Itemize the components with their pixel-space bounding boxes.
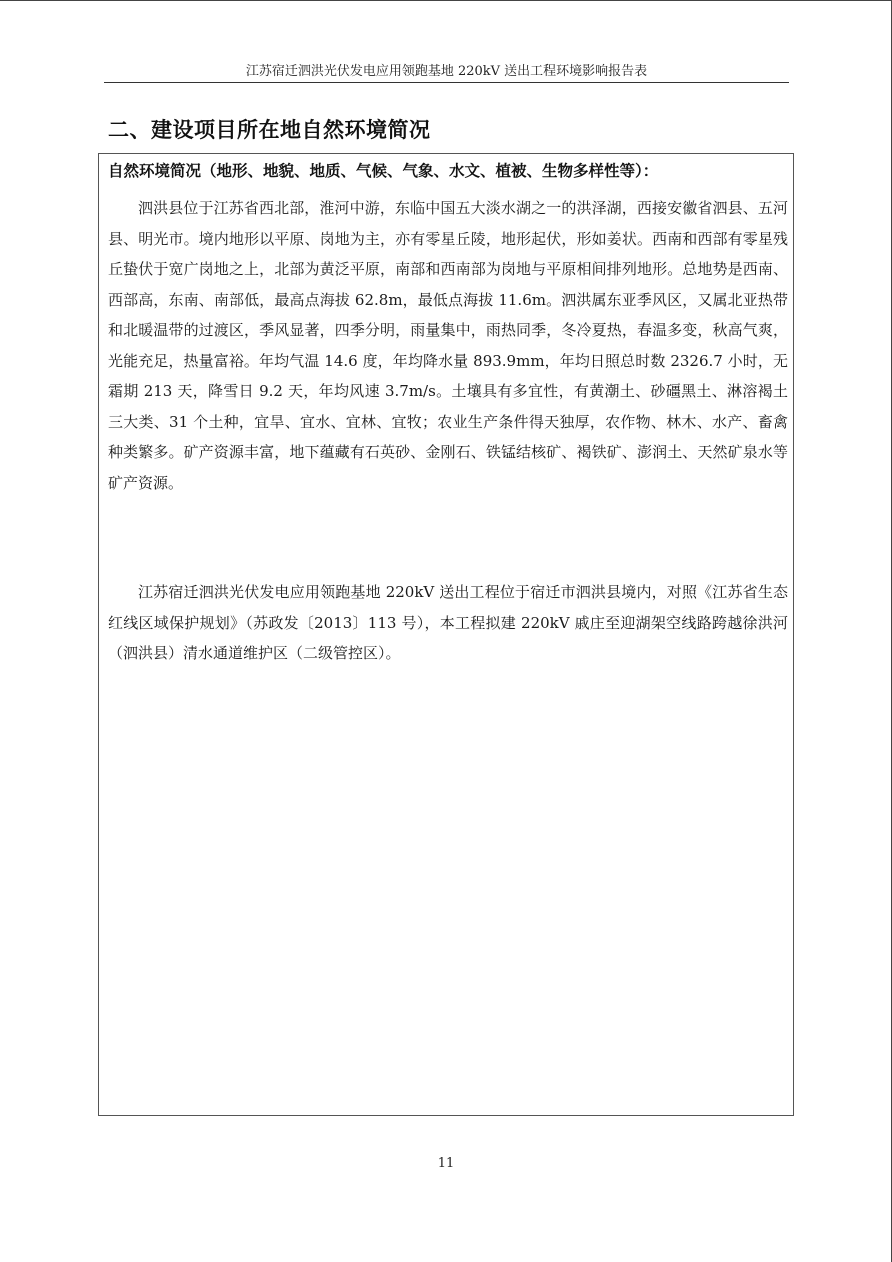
- section-title: 二、建设项目所在地自然环境简况: [108, 117, 431, 142]
- natural-environment-box: [98, 153, 794, 1116]
- paragraph-natural-environment: 泗洪县位于江苏省西北部，淮河中游，东临中国五大淡水湖之一的洪泽湖，西接安徽省泗县、五河县、明光市。境内地形以平原、岗地为主，亦有零星丘陵，地形起伏，形如姜状。西南和西部有零星残丘蛰伏于宽广岗地之上，北部为黄泛平原，南部和西南部为岗地与平原相间排列地形。总地势是西南、西部高，东南、南部低，最高点海拔 62.8m，最低点海拔 11.6m。泗洪属东亚季风区，又属北亚热带和北暖温带的过渡区，季风显著，四季分明，雨量集中，雨热同季，冬冷夏热，春温多变，秋高气爽，光能充足，热量富裕。年均气温 14.6 度，年均降水量 893.9mm，年均日照总时数 2326.7 小时，无霜期 213 天，降雪日 9.2 天，年均风速 3.7m/s。土壤具有多宜性，有黄潮土、砂礓黑土、淋溶褐土三大类、31 个土种，宜旱、宜水、宜林、宜牧；农业生产条件得天独厚，农作物、林木、水产、畜禽种类繁多。矿产资源丰富，地下蕴藏有石英砂、金刚石、铁锰结核矿、褐铁矿、澎润土、天然矿泉水等矿产资源。: [108, 199, 788, 492]
- box-heading: 自然环境简况（地形、地貌、地质、气候、气象、水文、植被、生物多样性等）：: [108, 161, 659, 180]
- header-divider: [104, 82, 789, 83]
- paragraph-project-location: 江苏宿迁泗洪光伏发电应用领跑基地 220kV 送出工程位于宿迁市泗洪县境内，对照《江苏省生态红线区域保护规划》（苏政发〔2013〕113 号），本工程拟建 220kV 戚庄至迎湖架空线路跨越徐洪河（泗洪县）清水通道维护区（二级管控区）。: [108, 583, 788, 662]
- running-header: 江苏宿迁泗洪光伏发电应用领跑基地 220kV 送出工程环境影响报告表: [245, 64, 648, 79]
- page-top-border: [0, 0, 892, 1]
- page-number: 11: [437, 1156, 455, 1171]
